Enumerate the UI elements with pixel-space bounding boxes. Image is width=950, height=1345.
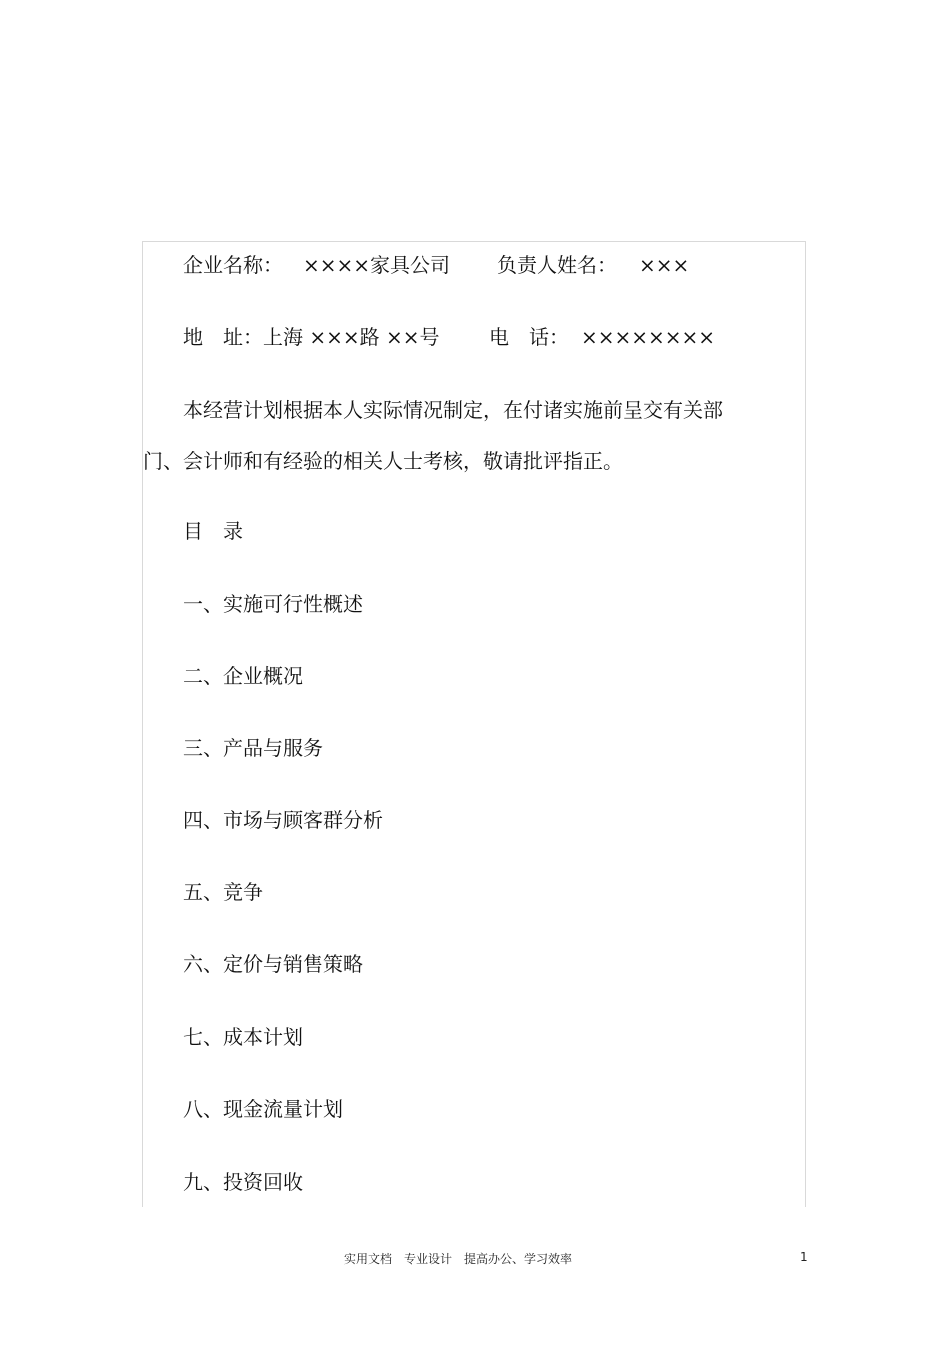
company-value: ××××家具公司 — [303, 253, 451, 277]
address-value: 上海 ×××路 ××号 — [263, 325, 440, 349]
company-row — [183, 253, 450, 277]
toc-item: 六、定价与销售策略 — [183, 952, 363, 976]
address-label: 地 址： — [183, 325, 263, 349]
page-footer: 实用文档 专业设计 提高办公、学习效率 — [344, 1252, 573, 1266]
owner-row — [497, 253, 689, 277]
owner-label: 负责人姓名： — [497, 253, 617, 277]
toc-item: 三、产品与服务 — [183, 736, 323, 760]
page-number: 1 — [800, 1250, 808, 1264]
intro-line-2: 门、会计师和有经验的相关人士考核，敬请批评指正。 — [143, 449, 623, 473]
phone-value: ×××××××× — [581, 325, 716, 349]
toc-title: 目 录 — [183, 519, 243, 543]
toc-item: 一、实施可行性概述 — [183, 592, 363, 616]
toc-item: 四、市场与顾客群分析 — [183, 808, 383, 832]
page-frame — [142, 241, 806, 1207]
company-label: 企业名称： — [183, 253, 283, 277]
phone-label: 电 话： — [489, 325, 569, 349]
toc-item: 九、投资回收 — [183, 1170, 303, 1194]
phone-row — [489, 325, 715, 349]
intro-line-1: 本经营计划根据本人实际情况制定，在付诸实施前呈交有关部 — [183, 398, 723, 422]
address-row — [183, 325, 440, 349]
toc-item: 八、现金流量计划 — [183, 1097, 343, 1121]
owner-value: ××× — [639, 253, 690, 277]
toc-item: 五、竞争 — [183, 880, 263, 904]
toc-item: 二、企业概况 — [183, 664, 303, 688]
toc-item: 七、成本计划 — [183, 1025, 303, 1049]
